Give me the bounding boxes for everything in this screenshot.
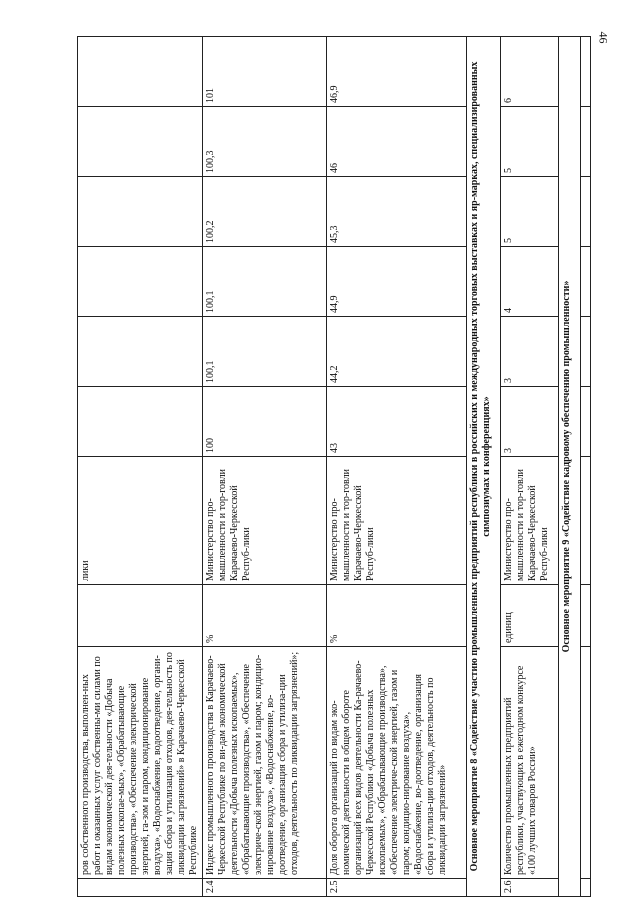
value-cell: 3 — [501, 387, 559, 457]
value-cell: 100,1 — [203, 247, 327, 317]
value-cell: 44,2 — [327, 317, 467, 387]
value-cell: 100,2 — [203, 177, 327, 247]
section-heading: Основное мероприятие 8 «Содействие участию промышленных предприятий республики в российских и международных торговых выставках и яр-марках, специализированных симпозиумах и конференциях» — [467, 37, 501, 897]
indicators-table — [77, 36, 591, 897]
row-number: 2.6 — [501, 879, 559, 897]
value-cell: 46,9 — [327, 37, 467, 107]
section-row — [559, 37, 581, 897]
row-number — [78, 879, 203, 897]
indicator-name: Индекс промышленного производства в Карачаево-Черкесской Республике по ви-дам экономической деятельности «Добыча полезных ископаемых», «Обрабатывающие производства», «Обеспечение электриче-ской энергией, газом и паром; кондицио-нирование воздуха», «Водоснабжение, во-доотведение, организация сбора и утилиза-ции отходов, деятельность по ликвидации загрязнений»; — [203, 647, 327, 879]
page-number: 46 — [596, 31, 611, 44]
unit-cell: % — [327, 585, 467, 647]
executor-cell: Министерство про-мышленности и тор-говли Карачаево-Черкесской Респуб-лики — [501, 457, 559, 585]
executor-cell: лики — [78, 457, 203, 585]
value-cell: 43 — [327, 387, 467, 457]
indicator-name: Количество промышленных предприятий республики, участвующих в ежегодном конкурсе «100 лучших товаров России» — [501, 647, 559, 879]
indicator-name: Доля оборота организаций по видам эко-номической деятельности в общем обороте организаций всех видов деятельности Ка-рачаево-Черкесской Республики «Добыча полезных ископаемых», «Обрабатывающие производства», «Обеспечение электриче-ской энергией, газом и паром; кондицио-нирование воздуха», «Водоснабжение, во-доотведение, организация сбора и утилиза-ции отходов, деятельность по ликвидации загрязнений» — [327, 647, 467, 879]
row-number: 2.4 — [203, 879, 327, 897]
table-row — [501, 37, 559, 897]
table-row — [78, 37, 203, 897]
value-cell: 100,1 — [203, 317, 327, 387]
value-cell — [78, 247, 203, 317]
indicator-name: ров собственного производства, выполнен-ных работ и оказанных услуг собственны-ми силами по видам экономической дея-тельности «Добыча полезных ископае-мых», «Обрабатывающие производства», «Обеспечение электрической энергией, га-зом и паром, кондиционирование воздуха», «Водоснабжение, водоотведение, органи-зация сбора и утилизация отходов, дея-тельность по ликвидации загрязнений» в Карачаево-Черкесской Республике — [78, 647, 203, 879]
value-cell: 46 — [327, 107, 467, 177]
value-cell — [78, 317, 203, 387]
executor-cell: Министерство про-мышленности и тор-говли Карачаево-Черкесской Респуб-лики — [327, 457, 467, 585]
value-cell: 44,9 — [327, 247, 467, 317]
unit-cell: % — [203, 585, 327, 647]
unit-cell: единиц — [501, 585, 559, 647]
table-row-empty — [581, 37, 591, 897]
value-cell: 6 — [501, 37, 559, 107]
value-cell: 100 — [203, 387, 327, 457]
rotated-table-wrapper — [77, 37, 572, 897]
section-row — [467, 37, 501, 897]
unit-cell — [78, 585, 203, 647]
value-cell: 4 — [501, 247, 559, 317]
row-number: 2.5 — [327, 879, 467, 897]
table-row — [203, 37, 327, 897]
value-cell: 3 — [501, 317, 559, 387]
value-cell: 101 — [203, 37, 327, 107]
value-cell: 100,3 — [203, 107, 327, 177]
value-cell: 5 — [501, 107, 559, 177]
table-row — [327, 37, 467, 897]
value-cell: 5 — [501, 177, 559, 247]
value-cell: 45,3 — [327, 177, 467, 247]
executor-cell: Министерство про-мышленности и тор-говли Карачаево-Черкесской Респуб-лики — [203, 457, 327, 585]
value-cell — [78, 37, 203, 107]
value-cell — [78, 387, 203, 457]
value-cell — [78, 177, 203, 247]
section-heading: Основное мероприятие 9 «Содействие кадровому обеспечению промышленности» — [559, 37, 581, 897]
value-cell — [78, 107, 203, 177]
